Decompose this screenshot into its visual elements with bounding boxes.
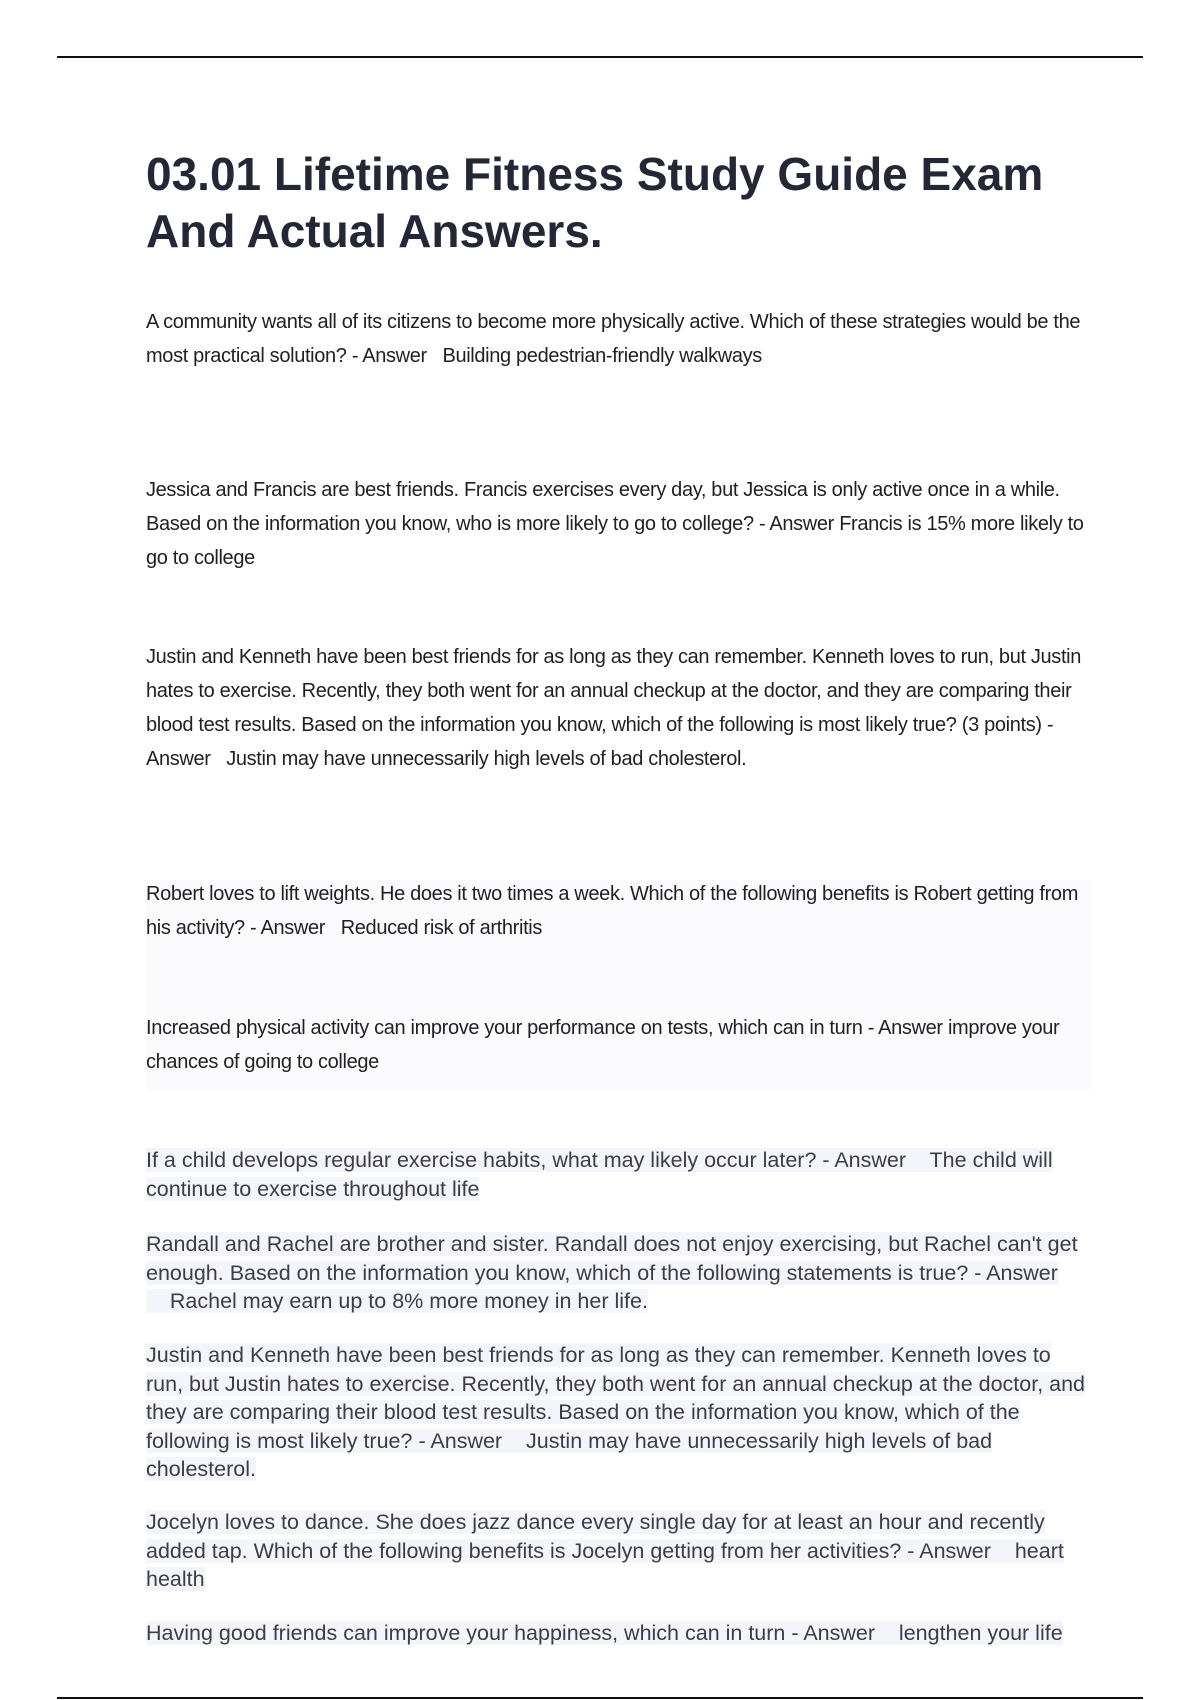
answer-separator: - Answer bbox=[418, 1428, 503, 1453]
answer-separator: - Answer bbox=[250, 917, 326, 939]
qa-item-7 bbox=[146, 1230, 1091, 1316]
qa-item-9 bbox=[146, 1508, 1091, 1594]
qa-item-2 bbox=[146, 473, 1091, 575]
qa-item-10 bbox=[146, 1619, 1091, 1648]
question-text: Jessica and Francis are best friends. Francis exercises every day, but Jessica is only active once in a while. Based on the information you know, who is more likely to go to college? bbox=[146, 479, 1060, 535]
question-text: A community wants all of its citizens to become more physically active. Which of these strategies would be the most practical solution? bbox=[146, 311, 1081, 367]
answer-text: Building pedestrian-friendly walkways bbox=[442, 345, 762, 367]
qa-item-5 bbox=[146, 1011, 1091, 1079]
top-rule bbox=[57, 56, 1143, 58]
qa-item-3 bbox=[146, 640, 1091, 776]
qa-item-6 bbox=[146, 1146, 1091, 1203]
answer-text: Justin may have unnecessarily high levels of bad cholesterol. bbox=[226, 748, 747, 770]
question-text: Robert loves to lift weights. He does it two times a week. Which of the following benefits is Robert getting from his activity? bbox=[146, 883, 1079, 939]
answer-separator: - Answer bbox=[867, 1017, 943, 1039]
answer-text: The child will continue to exercise throughout life bbox=[146, 1148, 1053, 1201]
answer-text: Justin may have unnecessarily high levels of bad cholesterol. bbox=[146, 1428, 993, 1481]
document-title: 03.01 Lifetime Fitness Study Guide Exam And Actual Answers. bbox=[146, 148, 1044, 257]
answer-separator: - Answer bbox=[791, 1621, 876, 1645]
answer-separator: - Answer bbox=[907, 1538, 991, 1563]
answer-text: heart health bbox=[146, 1538, 1064, 1591]
answer-separator: - Answer bbox=[822, 1148, 907, 1172]
answer-separator: - Answer bbox=[351, 345, 427, 367]
question-text: Having good friends can improve your happiness, which can in turn bbox=[146, 1621, 786, 1645]
question-text: Randall and Rachel are brother and sister. Randall does not enjoy exercising, but Rachel can't get enough. Based on the information you know, which of the following statements is true? bbox=[146, 1232, 1078, 1285]
qa-item-8 bbox=[146, 1341, 1091, 1484]
question-text: Justin and Kenneth have been best friends for as long as they can remember. Kenneth loves to run, but Justin hates to exercise. Recently, they both went for an annual checkup at the doctor, and they are comparing their blood test results. Based on the information you know, which of the following is most likely true? bbox=[146, 1343, 1086, 1453]
question-text: If a child develops regular exercise habits, what may likely occur later? bbox=[146, 1148, 817, 1172]
qa-item-1 bbox=[146, 305, 1091, 373]
answer-text: improve your chances of going to college bbox=[146, 1017, 1060, 1073]
question-text: Increased physical activity can improve your performance on tests, which can in turn bbox=[146, 1017, 863, 1039]
answer-text: Rachel may earn up to 8% more money in her life. bbox=[169, 1289, 648, 1313]
answer-separator: - Answer bbox=[146, 714, 1054, 770]
answer-text: lengthen your life bbox=[898, 1621, 1063, 1645]
bottom-rule bbox=[57, 1697, 1143, 1699]
answer-separator: - Answer bbox=[758, 513, 834, 535]
answer-text: Francis is 15% more likely to go to college bbox=[146, 513, 1084, 569]
answer-separator: - Answer bbox=[974, 1260, 1058, 1285]
qa-item-4 bbox=[146, 877, 1091, 945]
question-text: Jocelyn loves to dance. She does jazz dance every single day for at least an hour and recently added tap. Which of the following benefits is Jocelyn getting from her activities? bbox=[146, 1510, 1045, 1563]
question-text: Justin and Kenneth have been best friends for as long as they can remember. Kenneth loves to run, but Justin hates to exercise. Recently, they both went for an annual checkup at the doctor, and they are comparing their blood test results. Based on the information you know, which of the following is most likely true? (3 points) bbox=[146, 646, 1082, 736]
answer-text: Reduced risk of arthritis bbox=[340, 917, 543, 939]
